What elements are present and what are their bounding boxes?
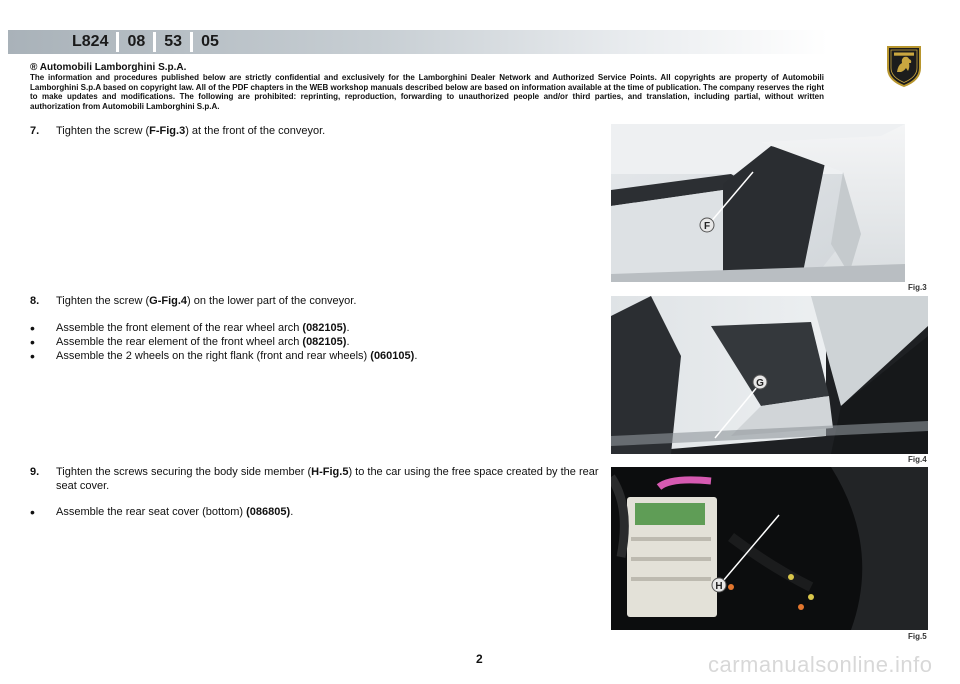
step-text: Tighten the screw (G-Fig.4) on the lower part of the conveyor. <box>56 295 357 307</box>
bullet-icon: • <box>30 320 35 336</box>
bullet-icon: • <box>30 348 35 364</box>
bullet-item: • Assemble the front element of the rear wheel arch (082105). <box>30 320 350 336</box>
figure-4-photo <box>611 296 928 454</box>
copyright-notice <box>30 62 824 111</box>
notice-text: The information and procedures published below are strictly confidential and exclusively for the Lamborghini Dealer Network and Authorized Service Points. All copyrights are property of Automobili Lamborghini S.p.A based on copyright law. All of the PDF chapters in the WEB workshop manuals described below are based on information available at the time of publication. The company reserves the right to make updates and modifications. The following are prohibited: reprinting, reproduction, forwarding to unauthorized people and/or third parties, and translation, including partial, without written authorization from Automobili Lamborghini S.p.A. <box>30 73 824 111</box>
callout-label: G <box>756 378 764 389</box>
figure-caption: Fig.4 <box>908 455 927 464</box>
document-code <box>72 31 227 53</box>
figure-3-image <box>611 124 905 282</box>
figure-caption: Fig.3 <box>908 283 927 292</box>
watermark: carmanualsonline.info <box>708 652 933 677</box>
step-7 <box>30 124 610 138</box>
part-code: (082105) <box>302 322 347 334</box>
step-8 <box>30 294 610 363</box>
step-number: 8. <box>30 295 40 307</box>
figure-reference: H-Fig.5 <box>311 466 349 478</box>
code-part: 08 <box>127 33 146 50</box>
figure-reference: F-Fig.3 <box>149 125 186 137</box>
code-part: 05 <box>201 33 219 50</box>
lamborghini-logo <box>885 44 923 88</box>
step-number: 7. <box>30 125 40 137</box>
page-number: 2 <box>476 652 483 666</box>
bullet-item: • Assemble the 2 wheels on the right flank (front and rear wheels) (060105). <box>30 348 418 364</box>
figure-reference: G-Fig.4 <box>149 295 188 307</box>
callout-label: H <box>715 581 723 592</box>
step-9 <box>30 465 610 519</box>
figure-4-image <box>611 296 928 454</box>
company-name: ® Automobili Lamborghini S.p.A. <box>30 62 187 73</box>
figure-3-photo <box>611 124 905 282</box>
code-part: L824 <box>72 33 109 50</box>
figure-caption: Fig.5 <box>908 632 927 641</box>
part-code: (060105) <box>370 350 415 362</box>
bullet-item: • Assemble the rear seat cover (bottom) (086805). <box>30 504 294 520</box>
step-text: Tighten the screws securing the body side member (H-Fig.5) to the car using the free space created by the rear seat cover. <box>56 466 599 492</box>
step-number: 9. <box>30 466 40 478</box>
bullet-item: • Assemble the rear element of the front wheel arch (082105). <box>30 334 350 350</box>
bullet-icon: • <box>30 504 35 520</box>
part-code: (082105) <box>302 336 347 348</box>
step-text: Tighten the screw (F-Fig.3) at the front of the conveyor. <box>56 125 326 137</box>
figure-5-photo <box>611 467 928 630</box>
figure-5-image <box>611 467 928 630</box>
bullet-icon: • <box>30 334 35 350</box>
callout-label: F <box>703 221 711 232</box>
code-part: 53 <box>164 33 183 50</box>
part-code: (086805) <box>246 506 291 518</box>
